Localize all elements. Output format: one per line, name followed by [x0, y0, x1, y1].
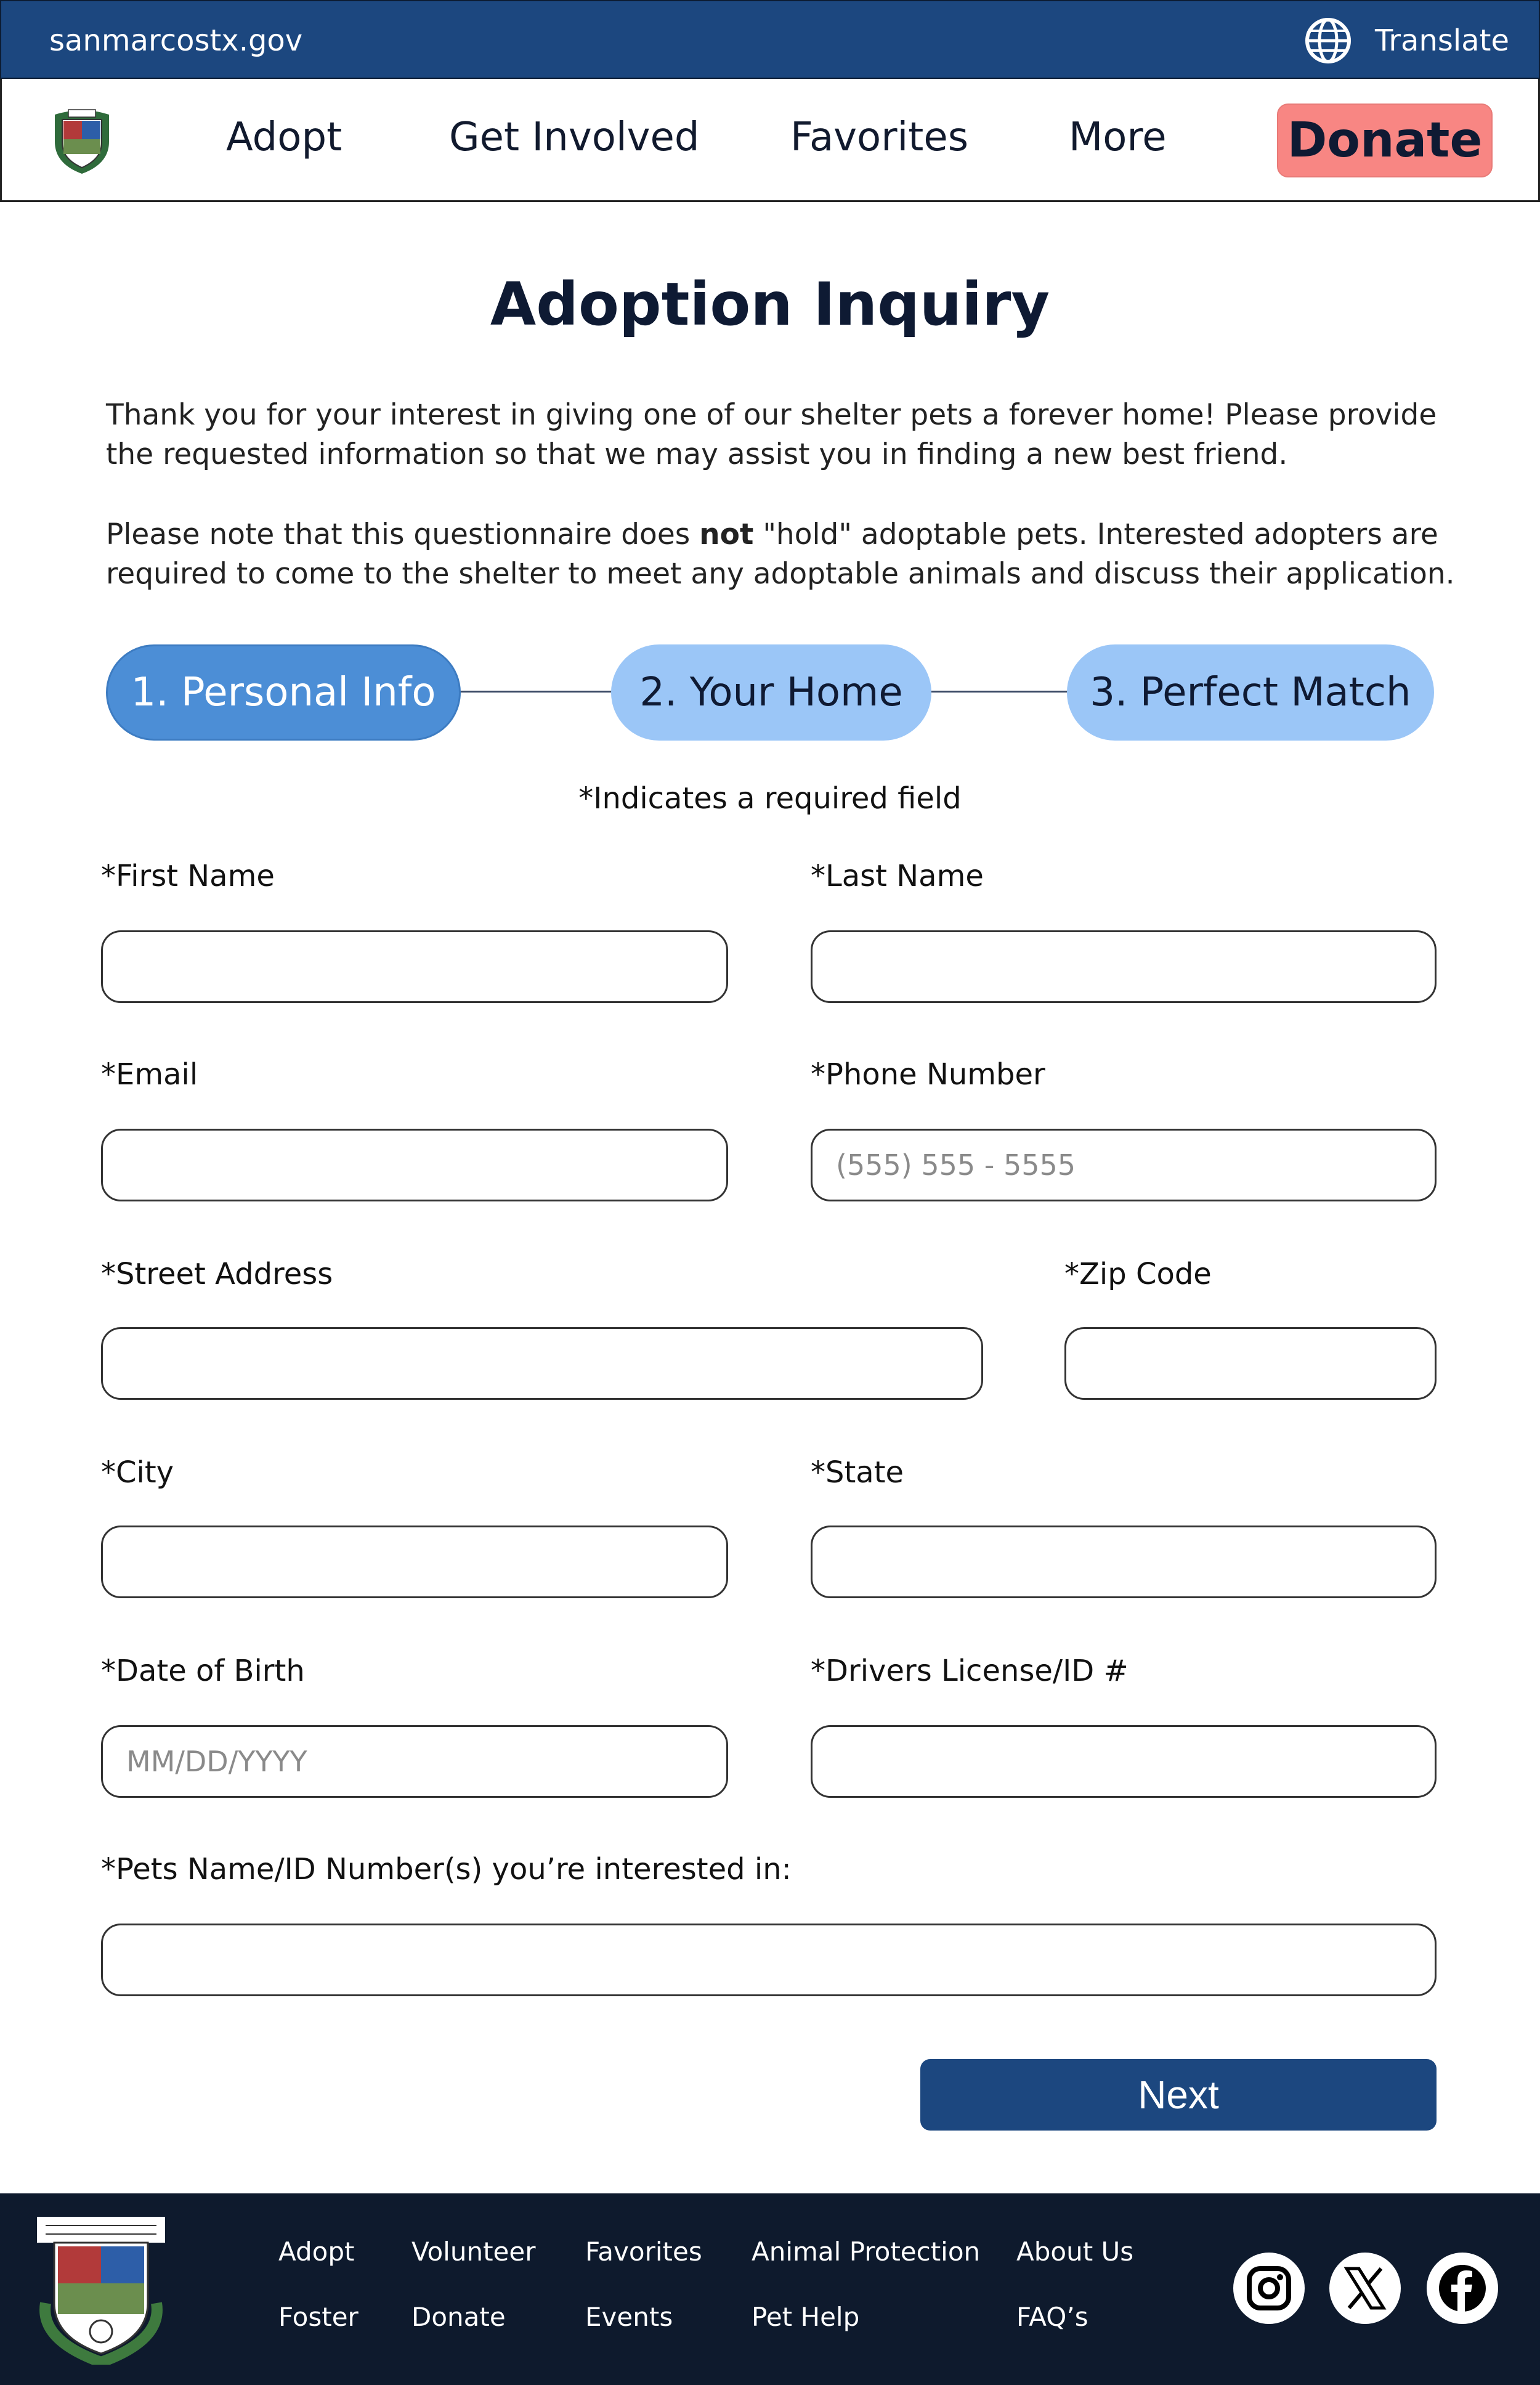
pets-interest-label: *Pets Name/ID Number(s) you’re interested in:	[101, 1852, 792, 1887]
site-domain[interactable]: sanmarcostx.gov	[49, 23, 303, 58]
city-label: *City	[101, 1455, 174, 1490]
footer-link-donate[interactable]: Donate	[411, 2302, 506, 2332]
site-footer	[0, 2193, 1540, 2385]
intro-paragraph-2	[106, 515, 1461, 594]
globe-icon	[1303, 16, 1353, 65]
intro-p2-bold: not	[699, 518, 754, 551]
first-name-input[interactable]	[101, 930, 728, 1003]
nav-adopt[interactable]: Adopt	[226, 115, 342, 160]
last-name-label: *Last Name	[811, 859, 984, 893]
last-name-input[interactable]	[811, 930, 1437, 1003]
step-personal-info[interactable]: 1. Personal Info	[106, 644, 461, 741]
footer-link-foster[interactable]: Foster	[278, 2302, 359, 2332]
translate-button[interactable]	[1303, 16, 1509, 65]
facebook-icon	[1438, 2264, 1487, 2313]
footer-link-events[interactable]: Events	[585, 2302, 673, 2332]
street-address-label: *Street Address	[101, 1257, 333, 1291]
translate-label: Translate	[1375, 23, 1509, 58]
intro-p2-pre: Please note that this questionnaire does	[106, 518, 700, 551]
step-your-home[interactable]: 2. Your Home	[611, 644, 931, 741]
top-utility-bar	[0, 0, 1540, 79]
footer-link-faqs[interactable]: FAQ’s	[1016, 2302, 1088, 2332]
intro-paragraph-1: Thank you for your interest in giving one of our shelter pets a forever home! Please provide the requested information so that we may assist you in finding a new best friend.	[106, 398, 1437, 471]
nav-favorites[interactable]: Favorites	[790, 115, 969, 160]
footer-link-volunteer[interactable]: Volunteer	[411, 2237, 536, 2267]
step-perfect-match[interactable]: 3. Perfect Match	[1067, 644, 1434, 741]
city-seal-footer-logo[interactable]	[33, 2211, 169, 2365]
drivers-license-label: *Drivers License/ID #	[811, 1654, 1129, 1688]
intro-p2-post: "hold" adoptable pets. Interested adopters are required to come to the shelter to meet any adoptable animals and discuss their application.	[106, 518, 1455, 591]
date-of-birth-label: *Date of Birth	[101, 1654, 305, 1688]
nav-get-involved[interactable]: Get Involved	[449, 115, 700, 160]
footer-link-pet-help[interactable]: Pet Help	[752, 2302, 860, 2332]
street-address-input[interactable]	[101, 1327, 983, 1400]
footer-link-about-us[interactable]: About Us	[1016, 2237, 1134, 2267]
x-twitter-link[interactable]	[1329, 2253, 1401, 2324]
state-label: *State	[811, 1455, 904, 1490]
next-button[interactable]: Next	[920, 2059, 1437, 2131]
phone-input[interactable]	[811, 1129, 1437, 1201]
x-icon	[1340, 2264, 1390, 2313]
donate-button[interactable]: Donate	[1277, 104, 1493, 177]
city-input[interactable]	[101, 1526, 728, 1598]
main-nav	[0, 79, 1540, 202]
zip-code-input[interactable]	[1064, 1327, 1437, 1400]
footer-link-favorites[interactable]: Favorites	[585, 2237, 702, 2267]
first-name-label: *First Name	[101, 859, 275, 893]
instagram-icon	[1244, 2264, 1294, 2313]
drivers-license-input[interactable]	[811, 1725, 1437, 1798]
page-title: Adoption Inquiry	[490, 270, 1050, 339]
facebook-link[interactable]	[1427, 2253, 1498, 2324]
date-of-birth-input[interactable]	[101, 1725, 728, 1798]
required-field-note: *Indicates a required field	[578, 781, 962, 816]
email-input[interactable]	[101, 1129, 728, 1201]
zip-code-label: *Zip Code	[1064, 1257, 1212, 1291]
phone-label: *Phone Number	[811, 1057, 1045, 1092]
footer-link-adopt[interactable]: Adopt	[278, 2237, 355, 2267]
footer-link-animal-protection[interactable]: Animal Protection	[752, 2237, 981, 2267]
instagram-link[interactable]	[1233, 2253, 1305, 2324]
state-input[interactable]	[811, 1526, 1437, 1598]
email-label: *Email	[101, 1057, 198, 1092]
city-seal-logo[interactable]	[50, 106, 114, 175]
pets-interest-input[interactable]	[101, 1924, 1437, 1996]
nav-more[interactable]: More	[1069, 115, 1167, 160]
